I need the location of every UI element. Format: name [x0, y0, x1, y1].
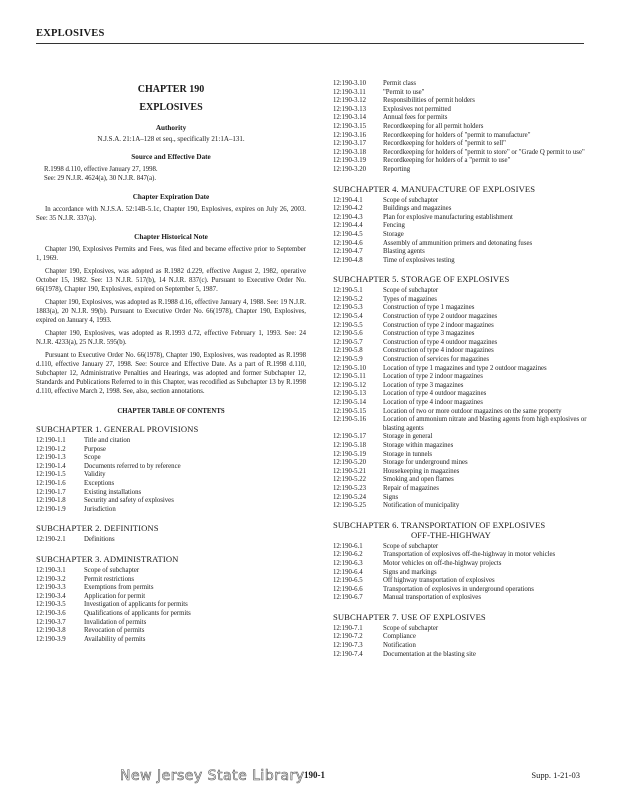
subchapter-heading: SUBCHAPTER 4. MANUFACTURE OF EXPLOSIVES [333, 183, 536, 194]
chapter-number: CHAPTER 190 [137, 84, 205, 95]
section-number: 12:190-5.18 [333, 441, 367, 449]
authority-text: N.J.S.A. 21:1A–128 et seq., specifically 21:1A–131. [97, 135, 245, 143]
section-number: 12:190-4.5 [333, 230, 363, 238]
section-number: 12:190-6.3 [333, 559, 363, 567]
section-title: Storage [383, 230, 404, 238]
section-title: Location of type 4 indoor magazines [383, 399, 483, 406]
toc-entry [333, 390, 591, 399]
section-number: 12:190-7.1 [333, 624, 363, 632]
toc-entry [333, 416, 591, 433]
section-title: Repair of magazines [383, 484, 439, 492]
section-title: Buildings and magazines [383, 205, 452, 213]
running-head: EXPLOSIVES [36, 28, 105, 39]
section-number: 12:190-3.17 [333, 140, 367, 148]
section-number: 12:190-3.5 [36, 601, 66, 609]
section-title: Storage in general [383, 433, 433, 441]
section-title: Application for permit [84, 592, 146, 600]
section-title: Construction of type 1 magazines [383, 304, 475, 312]
toc-entry [333, 330, 591, 339]
history-paragraph: Chapter 190, Explosives Permits and Fees, was filed and became effective prior to September 1, 1969. [36, 246, 306, 262]
subchapter-heading: SUBCHAPTER 1. GENERAL PROVISIONS [36, 424, 199, 434]
toc-entry [333, 442, 591, 451]
section-title: Motor vehicles on off-the-highway projects [383, 559, 502, 567]
section-number: 12:190-5.5 [333, 321, 363, 329]
toc-entry [36, 636, 306, 645]
section-number: 12:190-1.6 [36, 479, 66, 487]
toc-entry [333, 166, 591, 175]
toc-entry [333, 157, 591, 166]
source-heading: Source and Effective Date [131, 153, 211, 161]
toc-entry [333, 494, 591, 503]
toc-entry [333, 633, 591, 642]
section-number: 12:190-3.13 [333, 105, 367, 113]
section-number: 12:190-7.2 [333, 633, 363, 641]
section-number: 12:190-5.20 [333, 459, 367, 467]
section-number: 12:190-1.4 [36, 462, 66, 470]
authority-heading: Authority [155, 124, 187, 132]
section-number: 12:190-3.15 [333, 122, 367, 130]
toc-entry [333, 502, 591, 511]
section-number: 12:190-6.5 [333, 577, 363, 585]
subchapter-heading: SUBCHAPTER 3. ADMINISTRATION [36, 553, 179, 564]
toc-entry [333, 205, 591, 214]
toc-entry [333, 240, 591, 249]
section-number: 12:190-5.14 [333, 399, 367, 406]
subchapter-heading: SUBCHAPTER 7. USE OF EXPLOSIVES [333, 611, 486, 622]
toc-entry [333, 365, 591, 374]
toc-entry [333, 80, 591, 89]
section-number: 12:190-6.1 [333, 542, 363, 550]
toc-entry [333, 651, 591, 660]
section-number: 12:190-4.6 [333, 239, 363, 247]
section-title: Location of type 1 magazines and type 2 outdoor magazines [383, 364, 547, 372]
toc-entry [333, 485, 591, 494]
section-title: Recordkeeping for holders of a "permit to use" [383, 157, 511, 165]
section-title: Exceptions [84, 479, 115, 487]
section-number: 12:190-3.12 [333, 97, 367, 105]
toc-entry [333, 339, 591, 348]
section-title: Blasting agents [383, 248, 425, 256]
section-number: 12:190-3.7 [36, 618, 66, 626]
section-title: Signs and markings [383, 568, 437, 576]
toc-entry [333, 123, 591, 132]
toc-entry [333, 586, 591, 595]
section-number: 12:190-3.2 [36, 575, 66, 583]
toc-entry [36, 610, 306, 619]
section-number: 12:190-4.3 [333, 213, 363, 221]
toc-entry [36, 480, 306, 489]
section-number: 12:190-5.24 [333, 493, 367, 501]
toc-entry [333, 594, 591, 603]
history-paragraph: Chapter 190, Explosives, was adopted as R.1993 d.72, effective February 1, 1993. See: 24 N.J.R. 4233(a), 25 N.J.R. 595(b). [36, 330, 306, 346]
toc-entry [36, 593, 306, 602]
toc-entry [333, 382, 591, 391]
expiration-text: In accordance with N.J.S.A. 52:14B-5.1c, Chapter 190, Explosives, expires on July 26, 2003. See: 35 N.J.R. 337(a). [36, 206, 306, 222]
toc-entry [36, 471, 306, 480]
section-title: Housekeeping in magazines [383, 467, 460, 475]
source-line: R.1998 d.110, effective January 27, 1998. [44, 166, 158, 173]
section-title: Explosives not permitted [383, 105, 451, 113]
toc-entry [36, 497, 306, 506]
page-footer [0, 768, 620, 788]
section-number: 12:190-3.9 [36, 635, 66, 643]
toc-entry [333, 468, 591, 477]
section-number: 12:190-3.8 [36, 627, 66, 635]
section-number: 12:190-3.4 [36, 592, 66, 600]
toc-entry [333, 313, 591, 322]
section-number: 12:190-5.2 [333, 295, 363, 303]
section-title: Location of ammonium nitrate and blasting agents from high explosives or blasting agents [383, 416, 587, 432]
section-number: 12:190-6.2 [333, 551, 363, 559]
section-title: Scope of subchapter [84, 566, 140, 574]
section-title: "Permit to use" [383, 88, 425, 96]
section-title: Construction of type 4 outdoor magazines [383, 338, 498, 346]
section-title: Signs [383, 493, 399, 501]
chapter-title: EXPLOSIVES [139, 102, 203, 113]
section-title: Recordkeeping for holders of "permit to store" or "Grade Q permit to use" [383, 148, 585, 156]
section-title: Security and safety of explosives [84, 497, 174, 505]
section-number: 12:190-3.14 [333, 114, 367, 122]
section-title: Compliance [383, 633, 416, 641]
toc-entry [333, 577, 591, 586]
toc-entry [333, 296, 591, 305]
section-title: Plan for explosive manufacturing establishment [383, 213, 513, 221]
section-title: Permit class [383, 80, 417, 87]
section-number: 12:190-5.25 [333, 502, 367, 510]
section-title: Construction of type 3 magazines [383, 330, 475, 338]
section-title: Location of type 4 outdoor magazines [383, 390, 487, 398]
section-title: Qualifications of applicants for permits [84, 609, 191, 617]
section-number: 12:190-4.4 [333, 222, 363, 230]
history-paragraph: Pursuant to Executive Order No. 66(1978), Chapter 190, Explosives, was readopted as R.1998 d.110, effective January 27, 1998. See: Source and Effective Date. As a part of R.1998 d.110, Subchapter 12, Administrative Penalties and Hearings, was adopted and former Subchapter 12, Standards and Publications Referred to in this Chapter, was recodified as Subchapter 13 by R.1998 d.110, effective March 2, 1998. See, also, section annotations. [36, 352, 306, 395]
section-title: Validity [84, 471, 106, 479]
section-title: Location of type 2 indoor magazines [383, 373, 483, 381]
toc-entry [333, 97, 591, 106]
section-number: 12:190-4.7 [333, 248, 363, 256]
section-number: 12:190-3.6 [36, 609, 66, 617]
section-title: Definitions [84, 536, 115, 544]
section-number: 12:190-6.6 [333, 585, 363, 593]
section-number: 12:190-7.4 [333, 650, 363, 658]
toc-entry [333, 106, 591, 115]
section-title: Location of type 3 magazines [383, 381, 464, 389]
toc-entry [333, 543, 591, 552]
section-number: 12:190-5.13 [333, 390, 367, 398]
section-number: 12:190-5.8 [333, 347, 363, 355]
toc-entry [333, 248, 591, 257]
section-title: Transportation of explosives in underground operations [383, 585, 534, 593]
toc-heading: CHAPTER TABLE OF CONTENTS [117, 408, 225, 415]
section-number: 12:190-5.9 [333, 356, 363, 364]
section-number: 12:190-1.3 [36, 454, 66, 462]
section-number: 12:190-5.21 [333, 467, 367, 475]
toc-entry [333, 476, 591, 485]
section-number: 12:190-5.4 [333, 313, 363, 321]
toc-entry [333, 408, 591, 417]
section-number: 12:190-2.1 [36, 536, 66, 544]
section-number: 12:190-1.7 [36, 488, 66, 496]
source-line: See: 29 N.J.R. 4624(a), 30 N.J.R. 847(a). [44, 175, 157, 182]
history-heading: Chapter Historical Note [134, 233, 208, 241]
toc-entry [333, 625, 591, 634]
section-number: 12:190-5.10 [333, 364, 367, 372]
section-title: Invalidation of permits [84, 618, 147, 626]
section-title: Purpose [84, 445, 106, 453]
section-number: 12:190-7.3 [333, 642, 363, 650]
section-title: Smoking and open flames [383, 476, 454, 484]
section-title: Scope [84, 454, 101, 462]
section-number: 12:190-4.2 [333, 205, 363, 213]
section-number: 12:190-3.11 [333, 88, 366, 96]
section-number: 12:190-1.2 [36, 445, 66, 453]
section-number: 12:190-3.18 [333, 148, 367, 156]
toc-continued [333, 80, 591, 175]
section-title: Title and citation [84, 437, 131, 444]
toc-entry [333, 114, 591, 123]
toc-entry [36, 619, 306, 628]
toc-entry [36, 454, 306, 463]
section-title: Permit restrictions [84, 575, 135, 583]
toc-entry [333, 322, 591, 331]
toc-entry [36, 506, 306, 515]
section-number: 12:190-5.15 [333, 407, 367, 415]
section-title: Off highway transportation of explosives [383, 577, 495, 585]
section-number: 12:190-1.1 [36, 437, 66, 444]
section-title: Notification [383, 642, 416, 650]
expiration-heading: Chapter Expiration Date [132, 193, 210, 201]
toc-entry [333, 287, 591, 296]
section-number: 12:190-1.8 [36, 497, 66, 505]
section-title: Documentation at the blasting site [383, 650, 476, 658]
toc-entry [36, 536, 306, 545]
section-title: Reporting [383, 165, 411, 173]
section-number: 12:190-3.20 [333, 165, 367, 173]
section-title: Recordkeeping for all permit holders [383, 122, 484, 130]
supplement-date: Supp. 1-21-03 [531, 770, 580, 780]
section-title: Annual fees for permits [383, 114, 448, 122]
toc-entry [333, 149, 591, 158]
section-title: Documents referred to by reference [84, 462, 181, 470]
section-number: 12:190-6.7 [333, 594, 363, 602]
section-title: Transportation of explosives off-the-highway in motor vehicles [383, 551, 556, 559]
toc-left [36, 424, 306, 644]
section-number: 12:190-6.4 [333, 568, 363, 576]
section-number: 12:190-5.11 [333, 373, 366, 381]
section-title: Jurisdiction [84, 505, 116, 513]
section-number: 12:190-3.10 [333, 80, 367, 87]
section-number: 12:190-3.1 [36, 566, 66, 574]
toc-entry [333, 356, 591, 365]
section-number: 12:190-5.16 [333, 416, 367, 424]
toc-entry [36, 463, 306, 472]
section-title: Availability of permits [84, 635, 146, 643]
section-title: Manual transportation of explosives [383, 594, 481, 602]
section-title: Revocation of permits [84, 627, 145, 635]
section-title: Investigation of applicants for permits [84, 601, 188, 609]
toc-entry [333, 433, 591, 442]
subchapter-heading: SUBCHAPTER 6. TRANSPORTATION OF EXPLOSIVES OFF-THE-HIGHWAY [333, 519, 546, 540]
section-number: 12:190-5.19 [333, 450, 367, 458]
section-number: 12:190-1.5 [36, 471, 66, 479]
toc-entry [36, 446, 306, 455]
section-title: Recordkeeping for holders of "permit to manufacture" [383, 131, 531, 139]
toc-entry [333, 347, 591, 356]
section-number: 12:190-5.6 [333, 330, 363, 338]
section-number: 12:190-1.9 [36, 505, 66, 513]
left-column [36, 80, 306, 644]
toc-entry [333, 551, 591, 560]
right-column [333, 80, 591, 659]
toc-entry [36, 567, 306, 576]
section-number: 12:190-5.3 [333, 304, 363, 312]
section-number: 12:190-3.19 [333, 157, 367, 165]
toc-entry [333, 197, 591, 206]
section-title: Construction of type 2 outdoor magazines [383, 313, 498, 321]
section-title: Construction of services for magazines [383, 356, 490, 364]
section-title: Responsibilities of permit holders [383, 97, 475, 105]
toc-entry [333, 569, 591, 578]
section-number: 12:190-4.1 [333, 196, 363, 204]
toc-right [333, 184, 591, 660]
section-title: Types of magazines [383, 295, 437, 303]
toc-entry [333, 451, 591, 460]
toc-entry [36, 489, 306, 498]
section-title: Scope of subchapter [383, 542, 439, 550]
section-title: Storage for underground mines [383, 459, 468, 467]
library-watermark: New Jersey State Library [120, 768, 305, 784]
toc-entry [333, 89, 591, 98]
toc-entry [36, 627, 306, 636]
section-title: Storage within magazines [383, 441, 454, 449]
section-title: Assembly of ammunition primers and detonating fuses [383, 239, 533, 247]
toc-entry [333, 642, 591, 651]
toc-entry [36, 584, 306, 593]
header-rule [36, 43, 584, 44]
toc-entry [36, 437, 306, 446]
toc-entry [333, 231, 591, 240]
toc-entry [333, 132, 591, 141]
section-number: 12:190-3.16 [333, 131, 367, 139]
section-title: Location of two or more outdoor magazines on the same property [383, 407, 562, 415]
section-number: 12:190-4.8 [333, 256, 363, 264]
section-number: 12:190-5.17 [333, 433, 367, 441]
toc-entry [36, 576, 306, 585]
section-title: Exemptions from permits [84, 584, 154, 592]
section-title: Scope of subchapter [383, 287, 439, 295]
section-number: 12:190-5.12 [333, 381, 367, 389]
subchapter-heading: SUBCHAPTER 2. DEFINITIONS [36, 523, 159, 534]
section-number: 12:190-5.7 [333, 338, 363, 346]
section-title: Recordkeeping for holders of "permit to sell" [383, 140, 506, 148]
history-paragraph: Chapter 190, Explosives, was adopted as R.1988 d.16, effective January 4, 1988. See: 19 N.J.R. 1883(a), 20 N.J.R. 99(b). Pursuant to Executive Order No. 66(1978), Chapter 190, Explosives, expired on January 4, 1993. [36, 299, 306, 324]
section-title: Construction of type 4 indoor magazines [383, 347, 494, 355]
section-number: 12:190-5.23 [333, 484, 367, 492]
toc-entry [333, 459, 591, 468]
section-title: Time of explosives testing [383, 256, 455, 264]
page-number: 190-1 [304, 770, 325, 780]
section-number: 12:190-5.22 [333, 476, 367, 484]
toc-entry [333, 214, 591, 223]
section-title: Scope of subchapter [383, 196, 439, 204]
section-title: Existing installations [84, 488, 142, 496]
toc-entry [333, 257, 591, 266]
toc-entry [333, 140, 591, 149]
section-number: 12:190-5.1 [333, 287, 363, 295]
section-title: Storage in tunnels [383, 450, 433, 458]
section-number: 12:190-3.3 [36, 584, 66, 592]
toc-entry [333, 560, 591, 569]
subchapter-heading: SUBCHAPTER 5. STORAGE OF EXPLOSIVES [333, 274, 510, 285]
section-title: Notification of municipality [383, 502, 460, 510]
toc-entry [333, 399, 591, 408]
toc-entry [333, 222, 591, 231]
section-title: Scope of subchapter [383, 624, 439, 632]
history-paragraph: Chapter 190, Explosives, was adopted as R.1982 d.229, effective August 2, 1982, operative October 15, 1982. See: 13 N.J.R. 517(b), 14 N.J.R. 837(c). Pursuant to Executive Order No. 66(1978), Chapter 190, Explosives, expired on September 5, 1987. [36, 268, 306, 293]
toc-entry [333, 373, 591, 382]
toc-entry [36, 601, 306, 610]
toc-entry [333, 304, 591, 313]
section-title: Construction of type 2 indoor magazines [383, 321, 494, 329]
section-title: Fencing [383, 222, 405, 230]
